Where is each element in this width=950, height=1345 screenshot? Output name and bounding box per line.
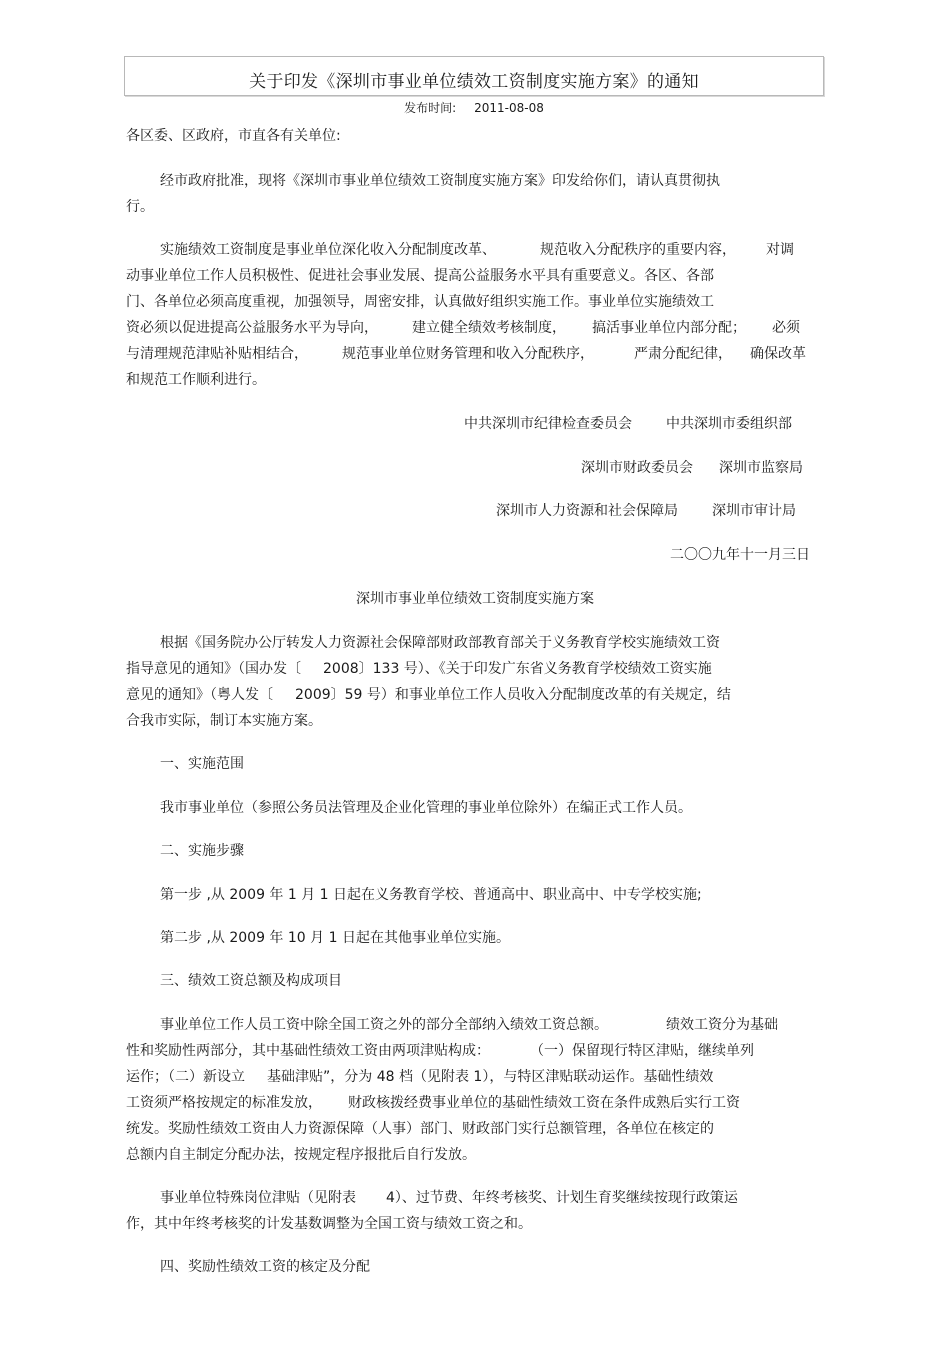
section-3-line: 作，其中年终考核奖的计发基数调整为全国工资与绩效工资之和。: [126, 1216, 532, 1232]
intro-line: 指导意见的通知》（国办发〔 2008〕133 号）、《关于印发广东省义务教育学校绩效工资实施: [126, 661, 712, 677]
issuer-line: 深圳市人力资源和社会保障局 深圳市审计局: [496, 503, 796, 519]
section-heading: 二、实施步骤: [160, 843, 244, 859]
paragraph-2-line: 与清理规范津贴补贴相结合， 规范事业单位财务管理和收入分配秩序， 严肃分配纪律， 确保改革: [126, 346, 806, 362]
paragraph-1-line: 经市政府批准，现将《深圳市事业单位绩效工资制度实施方案》印发给你们，请认真贯彻执: [160, 173, 720, 189]
publish-date: 2011-08-08: [474, 101, 544, 115]
paragraph-1-line: 行。: [126, 199, 154, 215]
section-3-line: 运作；（二）新设立 基础津贴”，分为 48 档（见附表 1），与特区津贴联动运作。基础性绩效: [126, 1069, 714, 1085]
paragraph-2-line: 实施绩效工资制度是事业单位深化收入分配制度改革、 规范收入分配秩序的重要内容， 对调: [160, 242, 794, 258]
section-heading: 四、奖励性绩效工资的核定及分配: [160, 1259, 370, 1275]
section-3-line: 事业单位工作人员工资中除全国工资之外的部分全部纳入绩效工资总额。 绩效工资分为基础: [160, 1017, 778, 1033]
section-heading: 一、实施范围: [160, 756, 244, 772]
section-3-line: 工资须严格按规定的标准发放， 财政核拨经费事业单位的基础性绩效工资在条件成熟后实行工资: [126, 1095, 740, 1111]
intro-line: 合我市实际，制订本实施方案。: [126, 713, 322, 729]
paragraph-2-line: 和规范工作顺利进行。: [126, 372, 266, 388]
paragraph-2-line: 门、各单位必须高度重视，加强领导，周密安排，认真做好组织实施工作。事业单位实施绩效工: [126, 294, 714, 310]
publish-label: 发布时间:: [404, 101, 457, 115]
issuer-line: 深圳市财政委员会 深圳市监察局: [581, 460, 803, 476]
step-line: 第一步 ,从 2009 年 1 月 1 日起在义务教育学校、普通高中、职业高中、中专学校实施;: [160, 887, 702, 903]
document-title: 关于印发《深圳市事业单位绩效工资制度实施方案》的通知: [249, 72, 699, 92]
intro-line: 意见的通知》（粤人发〔 2009〕59 号）和事业单位工作人员收入分配制度改革的有关规定，结: [126, 687, 731, 703]
plan-title: 深圳市事业单位绩效工资制度实施方案: [356, 591, 594, 607]
section-heading: 三、绩效工资总额及构成项目: [160, 973, 342, 989]
signing-date: 二〇〇九年十一月三日: [670, 547, 810, 563]
step-line: 第二步 ,从 2009 年 10 月 1 日起在其他事业单位实施。: [160, 930, 510, 946]
issuer-line: 中共深圳市纪律检查委员会 中共深圳市委组织部: [464, 416, 792, 432]
publish-info: [124, 100, 824, 116]
section-3-line: 事业单位特殊岗位津贴（见附表 4）、过节费、年终考核奖、计划生育奖继续按现行政策运: [160, 1190, 738, 1206]
paragraph-2-line: 动事业单位工作人员积极性、促进社会事业发展、提高公益服务水平具有重要意义。各区、各部: [126, 268, 714, 284]
section-3-line: 性和奖励性两部分，其中基础性绩效工资由两项津贴构成： （一）保留现行特区津贴，继续单列: [126, 1043, 754, 1059]
intro-line: 根据《国务院办公厅转发人力资源社会保障部财政部教育部关于义务教育学校实施绩效工资: [160, 635, 720, 651]
paragraph-2-line: 资必须以促进提高公益服务水平为导向， 建立健全绩效考核制度， 搞活事业单位内部分配； 必须: [126, 320, 800, 336]
salutation: 各区委、区政府，市直各有关单位:: [126, 128, 341, 144]
section-3-line: 总额内自主制定分配办法，按规定程序报批后自行发放。: [126, 1147, 476, 1163]
section-3-line: 统发。奖励性绩效工资由人力资源保障（人事）部门、财政部门实行总额管理，各单位在核定的: [126, 1121, 714, 1137]
section-body: 我市事业单位（参照公务员法管理及企业化管理的事业单位除外）在编正式工作人员。: [160, 800, 692, 816]
